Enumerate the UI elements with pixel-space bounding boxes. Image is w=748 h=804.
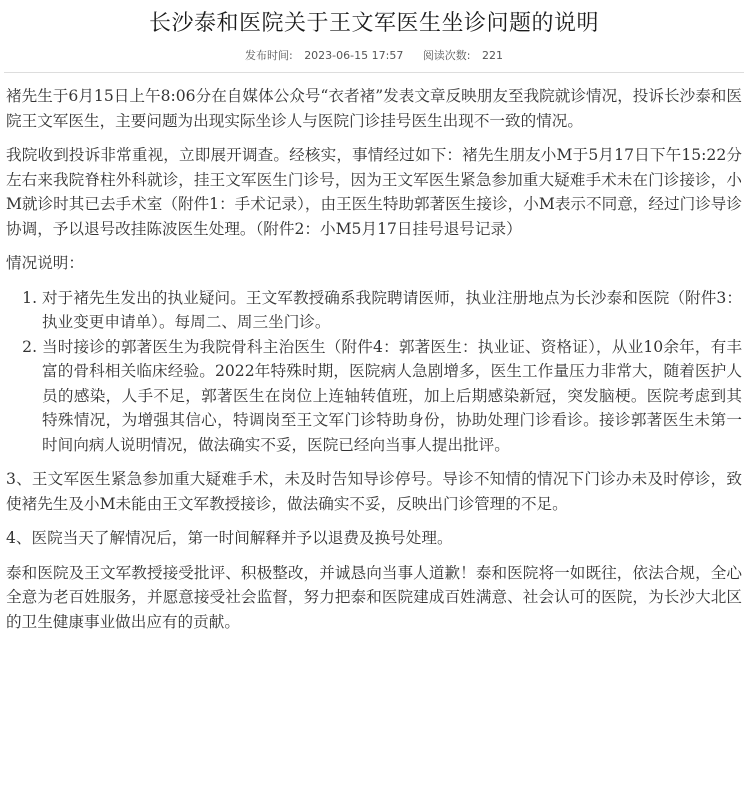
explanation-list: [6, 286, 742, 458]
view-count: [419, 49, 507, 62]
paragraph-investigation: 我院收到投诉非常重视，立即展开调查。经核实，事情经过如下：褚先生朋友小M于5月17日下午15:22分左右来我院脊柱外科就诊，挂王文军医生门诊号，因为王文军医生紧急参加重大疑难手术未在门诊接诊，小M就诊时其已去手术室（附件1：手术记录），由王医生特助郭著医生接诊，小M表示不同意，经过门诊导诊协调，予以退号改挂陈波医生处理。（附件2：小M5月17日挂号退号记录）: [6, 146, 742, 238]
publish-time-label: 发布时间:: [244, 49, 293, 62]
paragraph-point-4: 4、医院当天了解情况后，第一时间解释并予以退费及换号处理。: [6, 529, 453, 547]
list-item: 2. 当时接诊的郭著医生为我院骨科主治医生（附件4：郭著医生：执业证、资格证），从业10余年，有丰富的骨科相关临床经验。2022年特殊时期，医院病人急剧增多，医生工作量压力非常大，随着医护人员的感染，人手不足，郭著医生在岗位上连轴转值班，加上后期感染新冠，突发脑梗。医院考虑到其特殊情况，为增强其信心，特调岗至王文军门诊特助身份，协助处理门诊看诊。接诊郭著医生未第一时间向病人说明情况，做法确实不妥，医院已经向当事人提出批评。: [42, 335, 742, 458]
publish-time: [241, 49, 407, 62]
article-meta: [0, 48, 748, 64]
view-count-value: 221: [482, 49, 504, 62]
publish-time-value: 2023-06-15 17:57: [304, 49, 404, 62]
article-title: 长沙泰和医院关于王文军医生坐诊问题的说明: [148, 11, 599, 36]
article-body: [0, 73, 748, 634]
paragraph-apology: 泰和医院及王文军教授接受批评、积极整改，并诚恳向当事人道歉！泰和医院将一如既往，依法合规，全心全意为老百姓服务，并愿意接受社会监督，努力把泰和医院建成百姓满意、社会认可的医院，为长沙大北区的卫生健康事业做出应有的贡献。: [6, 563, 742, 631]
list-item: 1. 对于褚先生发出的执业疑问。王文军教授确系我院聘请医师，执业注册地点为长沙泰和医院（附件3：执业变更申请单）。每周二、周三坐门诊。: [42, 286, 742, 335]
paragraph-explanation-heading: 情况说明：: [6, 254, 84, 272]
paragraph-point-3: 3、王文军医生紧急参加重大疑难手术，未及时告知导诊停号。导诊不知情的情况下门诊办未及时停诊，致使褚先生及小M未能由王文军教授接诊，做法确实不妥，反映出门诊管理的不足。: [6, 470, 742, 513]
paragraph-complaint: 褚先生于6月15日上午8:06分在自媒体公众号“衣者褚”发表文章反映朋友至我院就诊情况，投诉长沙泰和医院王文军医生，主要问题为出现实际坐诊人与医院门诊挂号医生出现不一致的情况。: [6, 87, 742, 130]
view-count-label: 阅读次数:: [422, 49, 471, 62]
